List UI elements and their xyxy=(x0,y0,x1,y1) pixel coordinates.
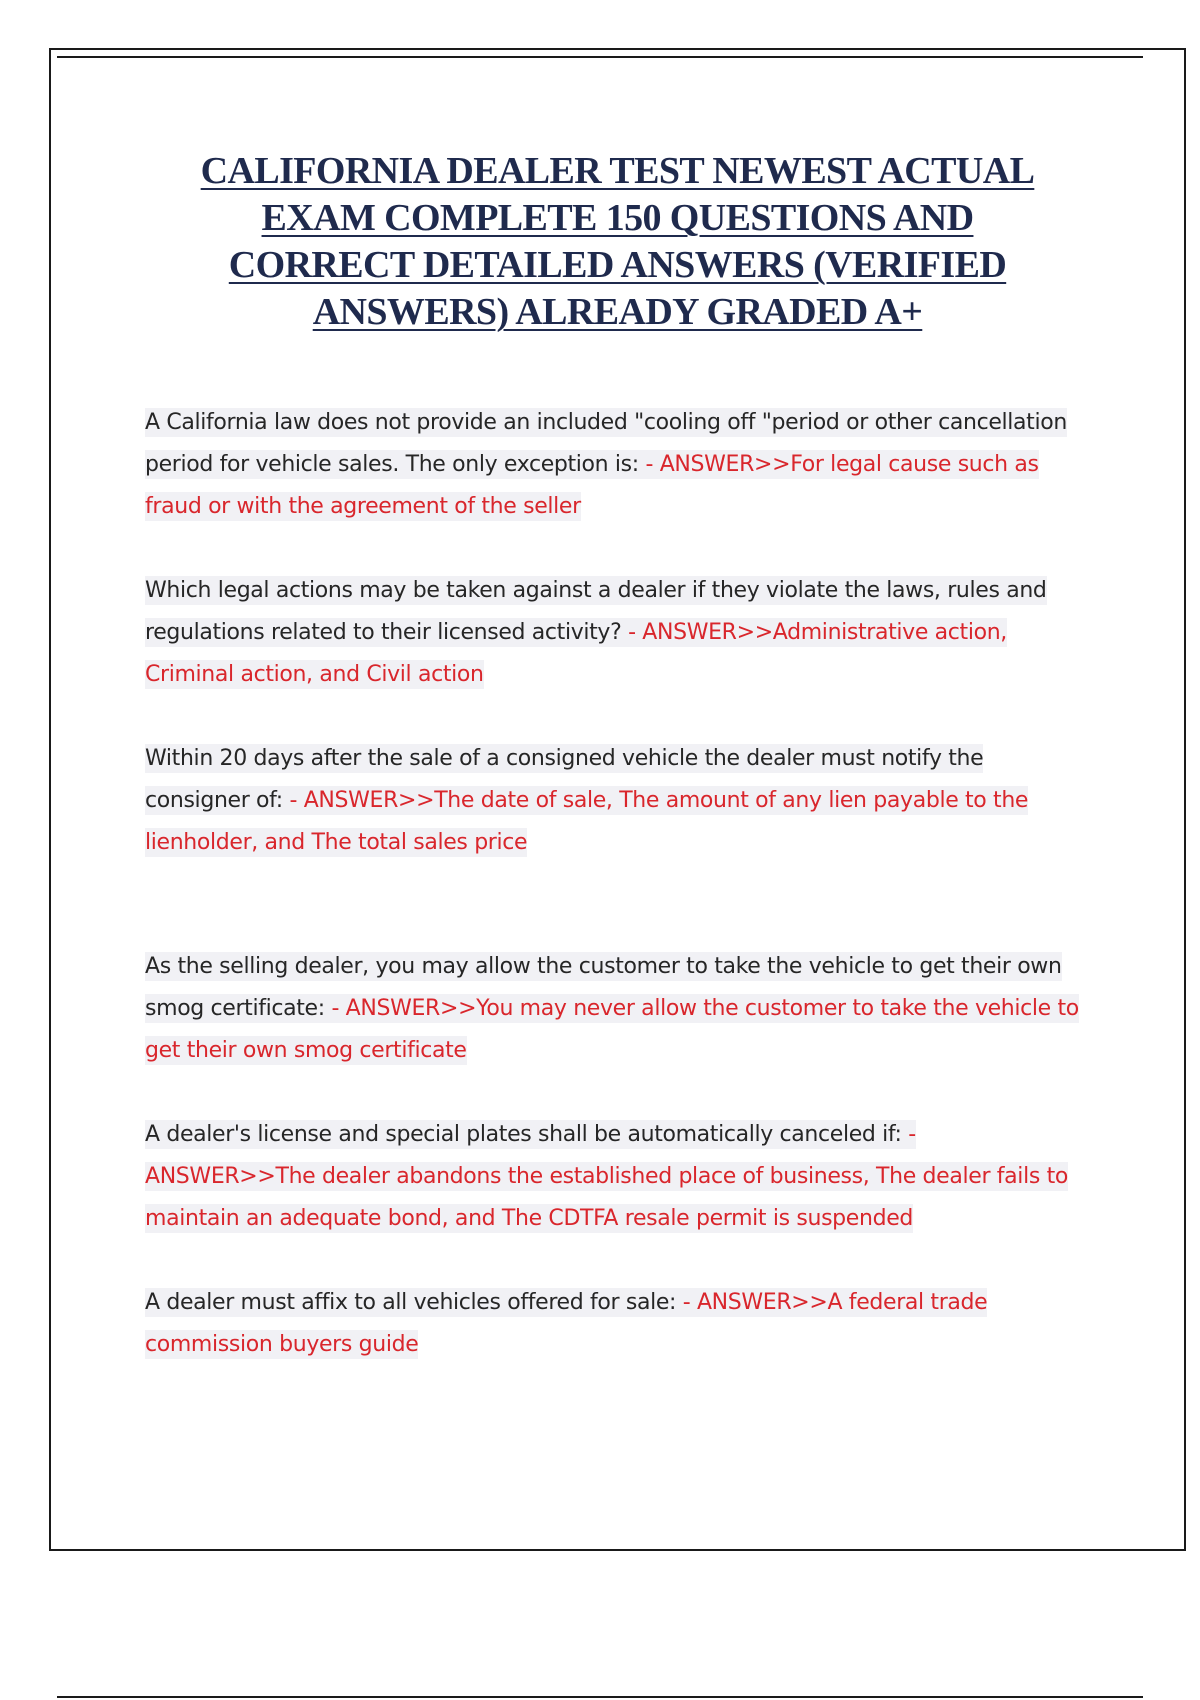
title-line-2: EXAM COMPLETE 150 QUESTIONS AND xyxy=(261,197,974,239)
question-text: As the selling dealer, you may allow the customer to take the vehicle to get their own smog certificate: xyxy=(145,954,1062,1021)
answer-marker: - ANSWER>> xyxy=(645,452,791,477)
answer-marker: - ANSWER>> xyxy=(628,620,773,645)
qa-item-3 xyxy=(145,738,1090,864)
title-line-4: ANSWERS) ALREADY GRADED A+ xyxy=(312,291,923,333)
answer-text: For legal cause such as fraud or with the agreement of the seller xyxy=(145,452,1039,519)
question-text: Which legal actions may be taken against a dealer if they violate the laws, rules and regulations related to their licensed activity? xyxy=(145,578,1047,645)
answer-marker: - ANSWER>> xyxy=(331,996,477,1021)
answer-marker: - ANSWER>> xyxy=(289,788,435,813)
answer-text: The dealer abandons the established place of business, The dealer fails to maintain an adequate bond, and The CDTFA resale permit is suspended xyxy=(145,1164,1068,1231)
qa-item-4 xyxy=(145,946,1090,1072)
top-rule xyxy=(57,56,1143,58)
title-line-1: CALIFORNIA DEALER TEST NEWEST ACTUAL xyxy=(200,150,1035,192)
answer-text: You may never allow the customer to take the vehicle to get their own smog certificate xyxy=(145,996,1079,1063)
title-line-3: CORRECT DETAILED ANSWERS (VERIFIED xyxy=(228,244,1007,286)
qa-list xyxy=(145,402,1090,1366)
answer-text: A federal trade commission buyers guide xyxy=(145,1290,988,1357)
answer-text: Administrative action, Criminal action, and Civil action xyxy=(145,620,1007,687)
question-text: A dealer must affix to all vehicles offered for sale: xyxy=(145,1290,677,1315)
answer-marker: - ANSWER>> xyxy=(682,1290,828,1315)
bottom-rule xyxy=(57,1696,1143,1698)
qa-item-5 xyxy=(145,1114,1090,1240)
question-text: Within 20 days after the sale of a consigned vehicle the dealer must notify the consigner of: xyxy=(145,746,984,813)
answer-text: The date of sale, The amount of any lien payable to the lienholder, and The total sales price xyxy=(145,788,1029,855)
question-text: A dealer's license and special plates shall be automatically canceled if: xyxy=(145,1122,902,1147)
answer-marker: - ANSWER>> xyxy=(145,1122,916,1189)
qa-item-2 xyxy=(145,570,1090,696)
question-text: A California law does not provide an included "cooling off "period or other cancellation period for vehicle sales. The only exception is: xyxy=(145,410,1067,477)
qa-item-6 xyxy=(145,1282,1090,1366)
qa-item-1 xyxy=(145,402,1090,528)
document-title xyxy=(140,148,1095,336)
